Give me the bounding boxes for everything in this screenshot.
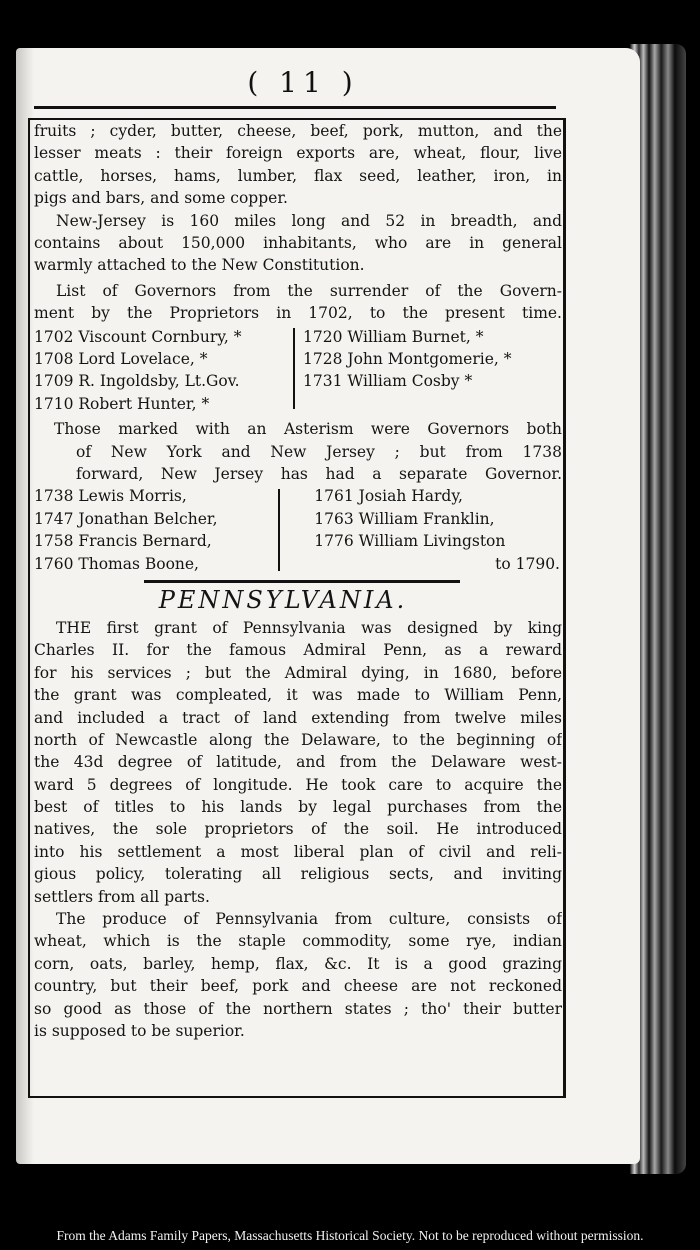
text-line: corn, oats, barley, hemp, flax, &c. It is a good grazing: [34, 954, 562, 973]
text-line: country, but their beef, pork and cheese are not reckoned: [34, 977, 562, 996]
text-line: wheat, which is the staple commodity, some rye, indian: [34, 932, 562, 951]
asterism-note: [34, 418, 562, 485]
governors-table-1: [34, 326, 562, 416]
text-line: lesser meats : their foreign exports are, wheat, flour, live: [34, 144, 562, 163]
text-line: contains about 150,000 inhabitants, who are in general: [34, 233, 562, 252]
text-line: cattle, horses, hams, lumber, flax seed, leather, iron, in: [34, 166, 562, 185]
text-line: forward, New Jersey has had a separate Governor.: [76, 464, 562, 483]
governor-entry: 1763 William Franklin,: [314, 509, 495, 528]
text-line: gious policy, tolerating all religious sects, and inviting: [34, 865, 562, 884]
text-line: The produce of Pennsylvania from culture, consists of: [56, 910, 562, 929]
text-line: north of Newcastle along the Delaware, to the beginning of: [34, 730, 562, 749]
governor-entry: 1747 Jonathan Belcher,: [34, 509, 218, 528]
text-line: Charles II. for the famous Admiral Penn, as a reward: [34, 641, 562, 660]
governors-column-left: [34, 485, 272, 575]
text-line: ment by the Proprietors in 1702, to the present time.: [34, 304, 562, 323]
text-line: pigs and bars, and some copper.: [34, 189, 288, 208]
text-line: natives, the sole proprietors of the soil. He introduced: [34, 820, 562, 839]
text-line: ward 5 degrees of longitude. He took care to acquire the: [34, 775, 562, 794]
text-line: so good as those of the northern states ; tho' their butter: [34, 999, 562, 1018]
text-line: warmly attached to the New Constitution.: [34, 256, 365, 275]
governor-entry: 1761 Josiah Hardy,: [314, 487, 463, 506]
governor-entry: 1758 Francis Bernard,: [34, 532, 212, 551]
text-line: of New York and New Jersey ; but from 1738: [76, 442, 562, 461]
section-title: PENNSYLVANIA.: [158, 585, 408, 614]
text-line: into his settlement a most liberal plan of civil and reli-: [34, 842, 562, 861]
header-rule: [34, 106, 556, 109]
governor-entry: 1728 John Montgomerie, *: [303, 349, 512, 368]
produce-paragraph: [34, 908, 562, 1042]
governor-entry: 1708 Lord Lovelace, *: [34, 349, 208, 368]
text-line: best of titles to his lands by legal purchases from the: [34, 798, 562, 817]
governor-entry: 1738 Lewis Morris,: [34, 487, 187, 506]
text-line: THE first grant of Pennsylvania was designed by king: [56, 618, 562, 637]
governor-entry: 1709 R. Ingoldsby, Lt.Gov.: [34, 372, 240, 391]
pennsylvania-paragraph: [34, 617, 562, 908]
page-text: [34, 120, 562, 1042]
text-line: for his services ; but the Admiral dying, in 1680, before: [34, 663, 562, 682]
governors-column-right: [280, 485, 562, 575]
copyright-notice: From the Adams Family Papers, Massachusetts Historical Society. Not to be reproduced without permission.: [56, 1228, 644, 1243]
intro-paragraph: [34, 120, 562, 210]
page-number: ( 11 ): [247, 66, 359, 99]
governor-entry: 1720 William Burnet, *: [303, 327, 484, 346]
text-line: and included a tract of land extending from twelve miles: [34, 708, 562, 727]
new-jersey-paragraph: [34, 210, 562, 277]
text-line: settlers from all parts.: [34, 887, 210, 906]
text-line: Those marked with an Asterism were Governors both: [54, 420, 562, 439]
text-line: the grant was compleated, it was made to William Penn,: [34, 686, 562, 705]
text-line: is supposed to be superior.: [34, 1021, 245, 1040]
text-line: New-Jersey is 160 miles long and 52 in breadth, and: [56, 211, 562, 230]
governor-entry: 1776 William Livingston: [314, 532, 506, 551]
governor-entry: 1710 Robert Hunter, *: [34, 394, 210, 413]
text-line: List of Governors from the surrender of the Govern-: [56, 281, 562, 300]
governors-column-right: [295, 326, 562, 416]
text-line: fruits ; cyder, butter, cheese, beef, pork, mutton, and the: [34, 122, 562, 140]
governor-entry: 1702 Viscount Cornbury, *: [34, 327, 242, 346]
governors-list-heading: [34, 280, 562, 325]
governors-column-left: [34, 326, 293, 416]
governor-entry: to 1790.: [495, 554, 560, 573]
governor-entry: 1760 Thomas Boone,: [34, 554, 199, 573]
governors-table-2: [34, 485, 562, 575]
governor-entry: 1731 William Cosby *: [303, 372, 473, 391]
text-line: the 43d degree of latitude, and from the Delaware west-: [34, 753, 562, 772]
